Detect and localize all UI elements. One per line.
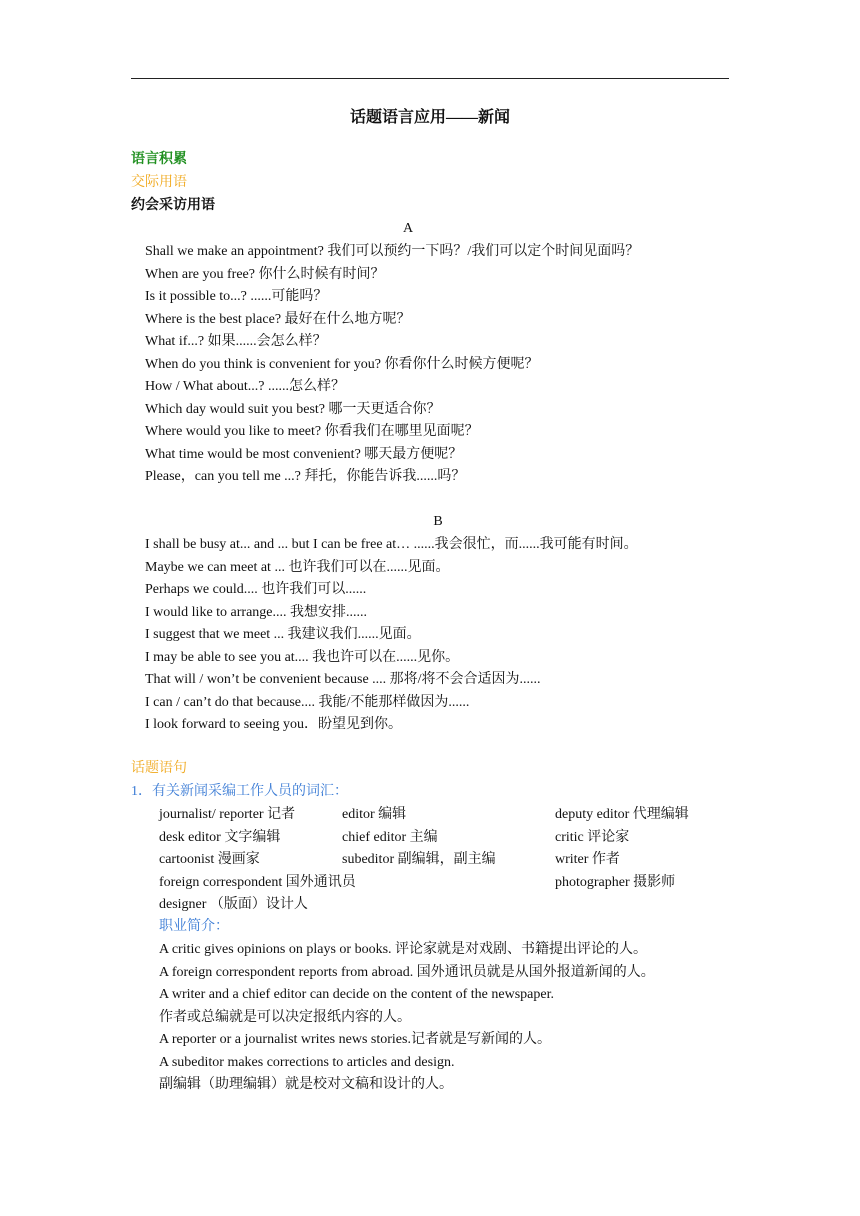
subsection-heading: 话题语句	[131, 761, 187, 776]
vocab-term: cartoonist 漫画家	[159, 852, 260, 867]
phrase-line: When are you free? 你什么时候有时间？	[145, 266, 385, 282]
vocab-term: subeditor 副编辑，副主编	[342, 852, 496, 867]
profile-heading: 职业简介：	[159, 919, 229, 934]
vocab-term: chief editor 主编	[342, 829, 438, 845]
header-rule	[131, 78, 729, 79]
vocab-term: critic 评论家	[555, 829, 630, 845]
appointment-heading: 约会采访用语	[131, 198, 215, 213]
profile-line: A writer and a chief editor can decide on the content of the newspaper.	[159, 987, 554, 1002]
phrase-line: Maybe we can meet at ... 也许我们可以在......见面。	[145, 559, 450, 575]
phrase-line: That will / won’t be convenient because .... 那将/将不会合适因为......	[145, 672, 541, 687]
vocab-term: photographer 摄影师	[555, 874, 676, 890]
vocab-heading: 1．有关新闻采编工作人员的词汇：	[131, 784, 348, 799]
profile-line: A critic gives opinions on plays or books. 评论家就是对戏剧、书籍提出评论的人。	[159, 942, 648, 957]
phrase-line: I would like to arrange.... 我想安排......	[145, 604, 368, 620]
vocab-term: designer （版面）设计人	[159, 897, 308, 912]
phrase-line: Where is the best place? 最好在什么地方呢？	[145, 311, 411, 327]
vocab-term: editor 编辑	[342, 807, 407, 822]
profile-line: A reporter or a journalist writes news stories.记者就是写新闻的人。	[159, 1032, 551, 1047]
phrase-line: How / What about...? ......怎么样？	[145, 379, 345, 394]
vocab-term: journalist/ reporter 记者	[159, 807, 296, 822]
phrase-line: I suggest that we meet ... 我建议我们......见面。	[145, 627, 421, 642]
label-a: A	[402, 221, 414, 236]
profile-line: A subeditor makes corrections to articles and design.	[159, 1054, 455, 1070]
vocab-term: writer 作者	[555, 852, 620, 867]
phrase-line: I look forward to seeing you．盼望见到你。	[145, 717, 403, 732]
subsection-heading: 交际用语	[131, 175, 187, 190]
profile-line: A foreign correspondent reports from abroad. 国外通讯员就是从国外报道新闻的人。	[159, 964, 655, 980]
phrase-line: I may be able to see you at.... 我也许可以在......见你。	[145, 649, 460, 665]
phrase-line: When do you think is convenient for you? 你看你什么时候方便呢？	[145, 356, 539, 372]
phrase-line: What if...? 如果......会怎么样？	[145, 334, 327, 349]
profile-line: 副编辑（助理编辑）就是校对文稿和设计的人。	[159, 1077, 453, 1092]
label-b: B	[433, 514, 443, 529]
phrase-line: Where would you like to meet? 你看我们在哪里见面呢？	[145, 424, 479, 439]
profile-line: 作者或总编就是可以决定报纸内容的人。	[159, 1009, 411, 1025]
phrase-line: I shall be busy at... and ... but I can be free at… ......我会很忙，而......我可能有时间。	[145, 537, 638, 552]
vocab-term: foreign correspondent 国外通讯员	[159, 874, 356, 890]
phrase-line: Shall we make an appointment? 我们可以预约一下吗？/我们可以定个时间见面吗？	[145, 244, 640, 259]
phrase-line: Perhaps we could.... 也许我们可以......	[145, 582, 367, 597]
phrase-line: What time would be most convenient? 哪天最方便呢？	[145, 446, 463, 462]
vocab-term: deputy editor 代理编辑	[555, 807, 689, 822]
phrase-line: Is it possible to...? ......可能吗？	[145, 289, 328, 304]
phrase-line: Which day would suit you best? 哪一天更适合你？	[145, 401, 441, 417]
phrase-line: Please，can you tell me ...? 拜托，你能告诉我......吗？	[145, 469, 466, 484]
page-title: 话题语言应用——新闻	[349, 109, 510, 126]
vocab-term: desk editor 文字编辑	[159, 829, 281, 845]
section-heading: 语言积累	[131, 152, 187, 167]
phrase-line: I can / can’t do that because.... 我能/不能那样做因为......	[145, 694, 470, 710]
